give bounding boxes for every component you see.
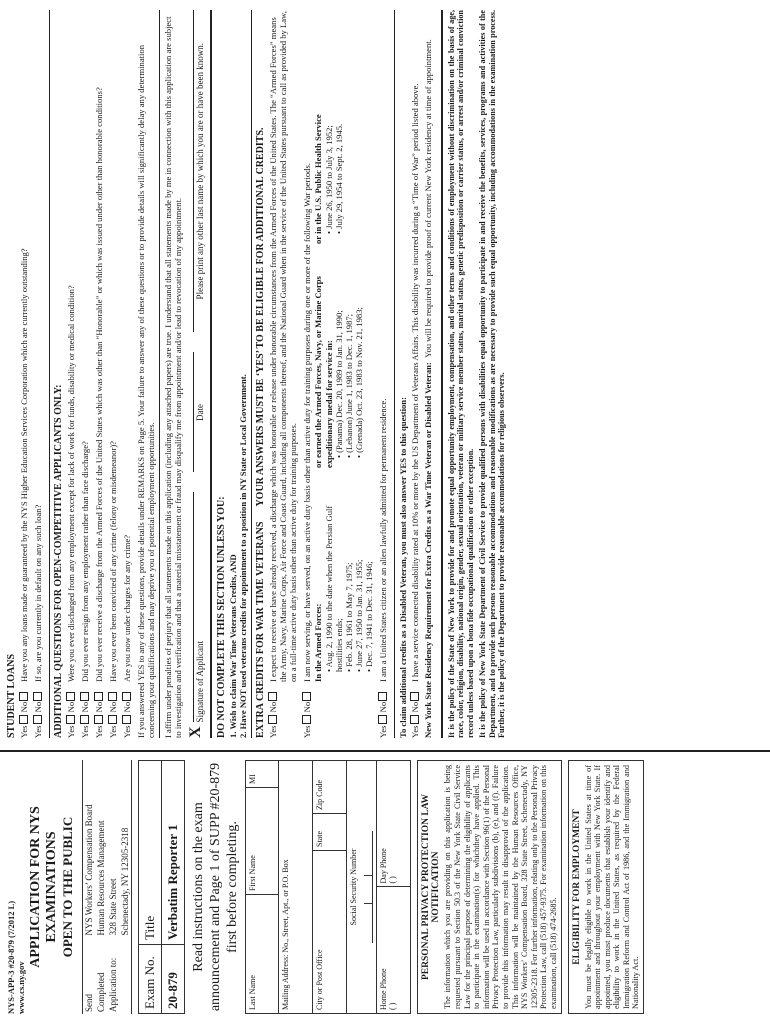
signature-label: Signature of Applicant [195, 640, 206, 723]
mi-label: MI [248, 774, 258, 784]
send-line3: 328 State Street [108, 878, 118, 936]
mailing-label: Mailing Address: No., Street, Apt., or P.O. Box [281, 859, 291, 1010]
form-subtitle: OPEN TO THE PUBLIC [60, 816, 75, 958]
no-checkbox[interactable] [94, 692, 103, 701]
signature-row [187, 10, 206, 738]
day-phone-label: Day Phone [379, 848, 389, 884]
send-label: Application to: [108, 957, 118, 1012]
first-name-field[interactable] [246, 787, 278, 894]
form-code: NYS-APP-3 #20-879 (7/2012 L) [6, 900, 16, 1014]
eligibility-text: You must be legally eligible to work in the United States at time of appointment and throughout your employment with New York State. If appointed, you must produce documents that establish your identify and eligibility to work in the United States, as required by the Federal Immigration Reform and Control Act of 1986, and the Immigration and Nationality Act. [583, 765, 641, 1009]
state-field[interactable] [313, 813, 346, 850]
zip-label: Zip Code [315, 780, 325, 810]
privacy-heading: PERSONAL PRIVACY PROTECTION LAW NOTIFICATION [421, 793, 442, 981]
exam-table [138, 760, 185, 1014]
residency-requirement: New York State Residency Requirement for Extra Credits as a War Time Veteran or Disabled Veteran: You will be required to provide proof of current New York residency at time of appointment. [422, 39, 433, 738]
no-checkbox[interactable] [108, 692, 117, 701]
question: Did you ever receive a discharge from the Armed Forces of the United States which was other than “Honorable” or which was issued under other than honorable conditions? [94, 87, 105, 682]
no-checkbox[interactable] [66, 692, 75, 701]
yes-checkbox[interactable] [66, 715, 75, 724]
policy-2: It is the policy of New York State Department of Civil Service to provide qualified persons with disabilities equal opportunity to participate in and receive the benefits, services, programs and activities of the Department, and to provide such persons reasonable accommodations and reasonable modifications as are necessary to provide such equal opportunity, including accommodations in the examination process. Further, it is the policy of the Department to provide reasonable accommodations for religious observers. [478, 10, 506, 738]
yes-no-checkboxes[interactable]: Yes No [18, 682, 32, 738]
question: Are you now under charges for any crime? [122, 534, 133, 682]
eligibility-heading: ELIGIBILITY FOR EMPLOYMENT [571, 809, 582, 965]
name-row [245, 760, 279, 1014]
affirmation-text: I affirm under penalties of perjury that all statements made on this application (including any attached papers) are true. I understand that all statements made by me in connection with this application are subject to investigation and verification and that a material misstatement or fraud may disqualify me from appointment and/or lead to revocation of my appointment. [162, 16, 183, 738]
city-row [313, 760, 347, 1014]
no-checkbox[interactable] [80, 692, 89, 701]
student-loans-heading: STUDENT LOANS [6, 653, 17, 738]
city-label: City or Post Office [315, 949, 325, 1010]
ssn-line [364, 831, 373, 943]
disabled-question [409, 10, 423, 738]
privacy-box [417, 760, 561, 1014]
other-name-field[interactable] [193, 10, 206, 332]
zip-field[interactable] [313, 761, 346, 813]
yes-no-checkboxes[interactable]: Yes No [65, 682, 79, 738]
home-phone-field[interactable] [377, 887, 410, 1014]
yes-no-checkboxes[interactable]: Yes No [93, 682, 107, 738]
exam-title: Verbatim Reporter 1 [162, 761, 185, 945]
extra-credits-heading: EXTRA CREDITS FOR WAR TIME VETERANS YOUR ANSWERS MUST BE ‘YES’ TO BE ELIGIBLE FOR ADDITIONAL CREDITS. [255, 127, 267, 738]
question: Did you ever resign from any employment rather than face discharge? [80, 441, 91, 682]
yes-checkbox[interactable] [268, 715, 277, 724]
question: Have you ever been convicted of any crime (felony or misdemeanor)? [108, 441, 119, 682]
date-label: Date [195, 403, 206, 421]
additional-note: If you answered YES to any of these questions, provide details under REMARKS on Page 5. Your failure to answer any of these questions or to provide details will significantly delay any determination concerning your qualifications and may deprive you of potential employment opportunities. [135, 44, 156, 738]
state-label: State [315, 831, 325, 847]
additional-questions [65, 10, 136, 738]
signature-x: X [187, 726, 205, 738]
day-phone-field[interactable] [377, 761, 410, 887]
exam-no: 20-879 [162, 945, 185, 1014]
yes-no-checkboxes[interactable]: Yes No [121, 682, 135, 738]
yes-no-checkboxes[interactable]: Yes No [409, 682, 423, 738]
date-field[interactable] [193, 352, 206, 472]
ssn-field[interactable] [347, 760, 377, 1014]
yes-no-checkboxes[interactable]: Yes No [107, 682, 121, 738]
yes-checkbox[interactable] [80, 715, 89, 724]
signature-field[interactable] [193, 492, 206, 722]
yes-checkbox[interactable] [94, 715, 103, 724]
city-field[interactable] [313, 850, 346, 1013]
website: www.cs.ny.gov [16, 961, 26, 1014]
additional-questions-heading: ADDITIONAL QUESTIONS FOR OPEN-COMPETITIVE APPLICANTS ONLY: [53, 384, 65, 738]
war-periods: In the Armed Forces: • Aug. 2, 1990 to the date when the Persian Gulf hostilities ends; • Feb. 28, 1961 to May 7, 1975; • June 27, 1950 to Jan. 31, 1955; • Dec. 7, 1941 to Dec. 31, 1946; or earned the Armed Forces, Navy, or Marine Corps expeditionary medal for service in: • (Panama) Dec. 20, 1989 to Jan. 31, 1990; • (Lebanon) June 1, 1983 to Dec. 1, 1987; • (Grenada) Oct. 23, 1983 to Nov. 21, 1983; or in the U.S. Public Health Service • June 26, 1950 to July 3, 1952; • July 29, 1954 to Sept. 2, 1945. [313, 10, 374, 682]
yes-checkbox[interactable] [108, 715, 117, 724]
left-column [0, 750, 770, 1024]
privacy-text: The information which you are providing on this application is being requested pursuant to Section 50.3 of the New York State Civil Service Law for the principal purpose of determining the eligibility of applicants to participate in the examination(s) for whichthey have applied. This information will be used in accordance with Section 96(1) of the Personal Privacy Protection Law, particularly subdivisions (b), (e), and (f). Failure to provide this information may result in disapproval of the application. This information will be maintained by the Human Resources Office, NYS Workers’ Compensation Board, 328 State Street, Schenectady, NY 12305-2318. For further information, relating only to the Personal Privacy Protection Law, call (518) 457-9375. For examination information on this examination, call (518) 474-2685. [443, 765, 558, 1009]
form-title: APPLICATION FOR NYS EXAMINATIONS [28, 806, 59, 968]
student-loans-questions [18, 10, 46, 738]
first-name-label: First Name [248, 855, 258, 891]
send-line2: Human Resources Management [96, 820, 106, 936]
yes-checkbox[interactable] [378, 715, 387, 724]
do-not-complete-heading: DO NOT COMPLETE THIS SECTION UNLESS YOU: [216, 496, 228, 738]
yes-no-checkboxes[interactable]: Yes No [79, 682, 93, 738]
question: I am a United States citizen or an alien lawfully admitted for permanent residence. [378, 398, 389, 682]
yes-checkbox[interactable] [410, 715, 419, 724]
yes-checkbox[interactable] [122, 715, 131, 724]
disabled-veteran-heading: To claim additional credits as a Disabled Veteran, you must also answer YES to this question: [398, 397, 409, 738]
exam-no-label: Exam No. [139, 945, 162, 1014]
do-not-item2: 2. Have NOT used veterans credits for appointment to a position in NY State or Local Government. [237, 374, 248, 738]
do-not-item1: 1. Wish to claim War Time Veterans Credits, AND [227, 554, 238, 738]
question: Were you ever discharged from any employment except for lack of work for funds, disability or medical condition? [65, 285, 76, 682]
send-to-block [82, 760, 132, 1014]
question: If so, are you currently in default on any such loan? [32, 504, 43, 682]
day-phone-paren: ( ) [388, 876, 398, 884]
yes-checkbox[interactable] [33, 715, 42, 724]
phone-row [377, 760, 411, 1014]
yes-no-checkboxes[interactable]: Yes No [32, 682, 46, 738]
mi-field[interactable] [246, 761, 278, 787]
no-checkbox[interactable] [410, 692, 419, 701]
extra-credit-questions [267, 10, 392, 738]
question: I expect to receive or have already received, a discharge which was honorable or release under honorable circumstances from the Armed Forces of the United States. The “Armed Forces” means the Army, Navy, Marine Corps, Air Force and Coast Guard, including all components thereof, and the National Guard when in the service of the United States pursuant to call as provided by Law, on a full-time active duty basis other than active duty for training purposes. [267, 11, 299, 682]
send-line4: Schenectady, NY 12305-2318 [120, 827, 130, 936]
instructions: Read instructions on the exam announcement and Page 1 of SUPP #20-879 first before completing. [191, 762, 240, 1012]
yes-no-checkboxes[interactable]: Yes No [301, 682, 377, 738]
yes-no-checkboxes[interactable]: Yes No [267, 682, 301, 738]
yes-checkbox[interactable] [19, 715, 28, 724]
send-label: Send [84, 994, 94, 1012]
yes-no-checkboxes[interactable]: Yes No [377, 682, 391, 738]
question: Have you any loans made or guaranteed by the NYS Higher Education Services Corporation which are currently outstanding? [18, 248, 29, 682]
yes-checkbox[interactable] [302, 715, 311, 724]
home-phone-paren: ( ) [388, 1002, 398, 1010]
no-checkbox[interactable] [378, 692, 387, 701]
eligibility-box [568, 760, 645, 1014]
no-checkbox[interactable] [122, 692, 131, 701]
no-checkbox[interactable] [302, 692, 311, 701]
no-checkbox[interactable] [268, 692, 277, 701]
mailing-address-field[interactable] [279, 760, 313, 1014]
other-name-label: Please print any other last name by which you are or have been known. [195, 43, 206, 300]
no-checkbox[interactable] [19, 692, 28, 701]
question: I have a service connected disability rated at 10% or more by the US Department of Veterans Affairs. This disability was incurred during a “Time of War” period listed above. [409, 83, 420, 682]
exam-title-label: Title [139, 761, 162, 945]
question: I am now serving, or have served, on an active duty basis other than active duty for training purposes during one or more of the following War periods. [302, 163, 313, 682]
send-label: Completed [96, 972, 106, 1012]
ssn-label: Social Security Number [349, 848, 359, 926]
send-line1: NYS Workers’ Compensation Board [84, 804, 94, 936]
home-phone-label: Home Phone [379, 968, 389, 1010]
last-name-field[interactable] [246, 894, 278, 1013]
last-name-label: Last Name [248, 975, 258, 1010]
policy-1: It is the policy of the State of New York to provide for and promote equal opportunity employment, compensation, and other terms and conditions of employment without discrimination on the basis of age, race, color, religion, disability, national origin, gender, sexual orientation, veteran or military service member status, marital status, genetic predisposition or carrier status, or arrest and/or criminal conviction record unless based upon a bona fide occupational qualification or other exception. [446, 10, 475, 738]
no-checkbox[interactable] [33, 692, 42, 701]
